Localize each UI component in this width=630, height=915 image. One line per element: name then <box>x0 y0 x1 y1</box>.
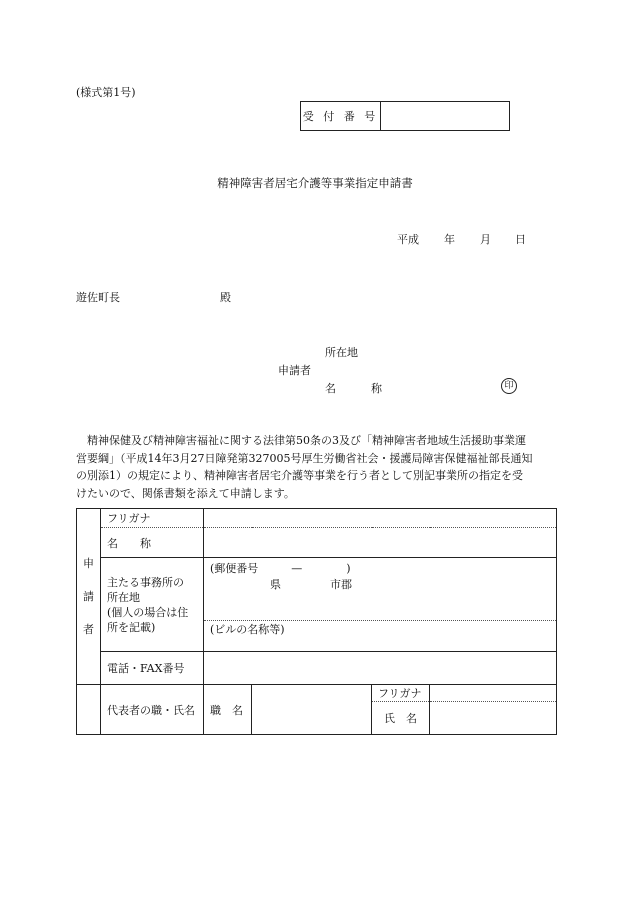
postal-code: (郵便番号 — ) <box>210 562 351 575</box>
position-label: 職 名 <box>204 685 252 735</box>
document-title: 精神障害者居宅介護等事業指定申請書 <box>217 176 413 190</box>
side-char: 者 <box>83 623 94 636</box>
name-label: 名 称 <box>325 382 394 395</box>
furigana-field[interactable] <box>204 509 557 528</box>
applicant-table <box>76 508 557 735</box>
date-month: 月 <box>480 233 491 246</box>
rep-name-label: 氏 名 <box>372 702 430 735</box>
office-address-line: (個人の場合は住 <box>107 605 189 619</box>
date-era: 平成 <box>397 233 419 246</box>
statement-line: 営要綱」（平成14年3月27日障発第327005号厚生労働省社会・援護局障害保健福祉部長通知 <box>76 451 533 465</box>
prefecture-label: 県 <box>270 578 281 591</box>
statement-line: けたいので、関係書類を添えて申請します。 <box>76 486 295 500</box>
side-blank <box>77 685 101 735</box>
office-address-label <box>101 558 204 652</box>
receipt-number-label: 受 付 番 号 <box>301 102 381 130</box>
form-number: (様式第1号) <box>76 86 136 99</box>
applicant-side-label <box>77 509 101 685</box>
receipt-number-field[interactable] <box>381 102 509 130</box>
date-day: 日 <box>515 233 526 246</box>
position-field[interactable] <box>252 685 372 735</box>
name-row-label: 名 称 <box>101 528 204 558</box>
name-field[interactable] <box>204 528 557 558</box>
side-char: 請 <box>83 590 94 603</box>
office-address-field[interactable] <box>204 558 557 652</box>
applicant-label: 申請者 <box>278 364 311 377</box>
phone-fax-label: 電話・FAX番号 <box>101 652 204 685</box>
statement-line: 精神保健及び精神障害福祉に関する法律第50条の3及び「精神障害者地域生活援助事業運 <box>76 434 526 447</box>
representative-label: 代表者の職・氏名 <box>101 685 204 735</box>
rep-furigana-label: フリガナ <box>372 685 430 702</box>
side-char: 申 <box>83 557 94 570</box>
seal-mark: 印 <box>501 378 517 394</box>
date-year: 年 <box>444 233 455 246</box>
office-address-line: 主たる事務所の <box>107 575 184 589</box>
phone-fax-field[interactable] <box>204 652 557 685</box>
office-address-line: 所在地 <box>107 590 140 604</box>
rep-name-field[interactable] <box>430 702 557 735</box>
building-name: (ビルの名称等) <box>210 623 285 636</box>
city-label: 市郡 <box>330 578 352 591</box>
receipt-number-box <box>300 101 510 131</box>
furigana-label: フリガナ <box>101 509 204 528</box>
rep-furigana-field[interactable] <box>430 685 557 702</box>
location-label: 所在地 <box>325 346 358 359</box>
application-statement <box>76 432 556 502</box>
addressee-honorific: 殿 <box>220 291 231 304</box>
statement-line: の別添1）の規定により、精神障害者居宅介護等事業を行う者として別記事業所の指定を受 <box>76 469 523 482</box>
addressee: 遊佐町長 <box>76 291 120 304</box>
office-address-line: 所を記載) <box>107 620 156 634</box>
